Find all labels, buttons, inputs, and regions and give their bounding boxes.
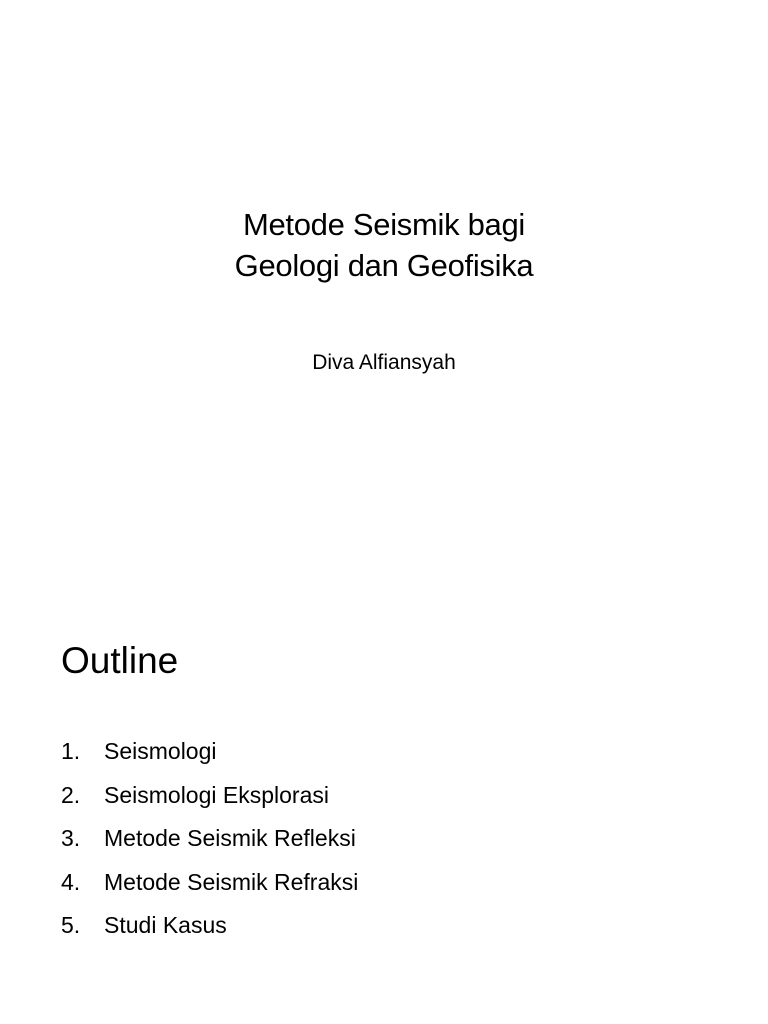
list-item-number: 3. [61, 825, 81, 851]
list-item-label: Metode Seismik Refraksi [104, 868, 359, 895]
list-item-number: 1. [61, 738, 81, 764]
list-item-number: 5. [61, 912, 81, 938]
presentation-title [0, 204, 768, 286]
author-name: Diva Alfiansyah [312, 351, 456, 374]
outline-list [61, 730, 358, 948]
list-item [61, 861, 358, 905]
list-item-number: 4. [61, 868, 81, 895]
title-line: Geologi dan Geofisika [234, 248, 534, 283]
list-item-label: Seismologi [104, 738, 217, 764]
list-item [61, 904, 358, 948]
list-item-label: Seismologi Eksplorasi [104, 781, 329, 808]
outline-heading: Outline [61, 640, 179, 681]
list-item [61, 817, 358, 861]
list-item-number: 2. [61, 781, 81, 808]
list-item [61, 730, 358, 774]
list-item-label: Metode Seismik Refleksi [104, 825, 356, 851]
list-item-label: Studi Kasus [104, 912, 227, 938]
list-item [61, 774, 358, 818]
title-line: Metode Seismik bagi [242, 207, 526, 242]
